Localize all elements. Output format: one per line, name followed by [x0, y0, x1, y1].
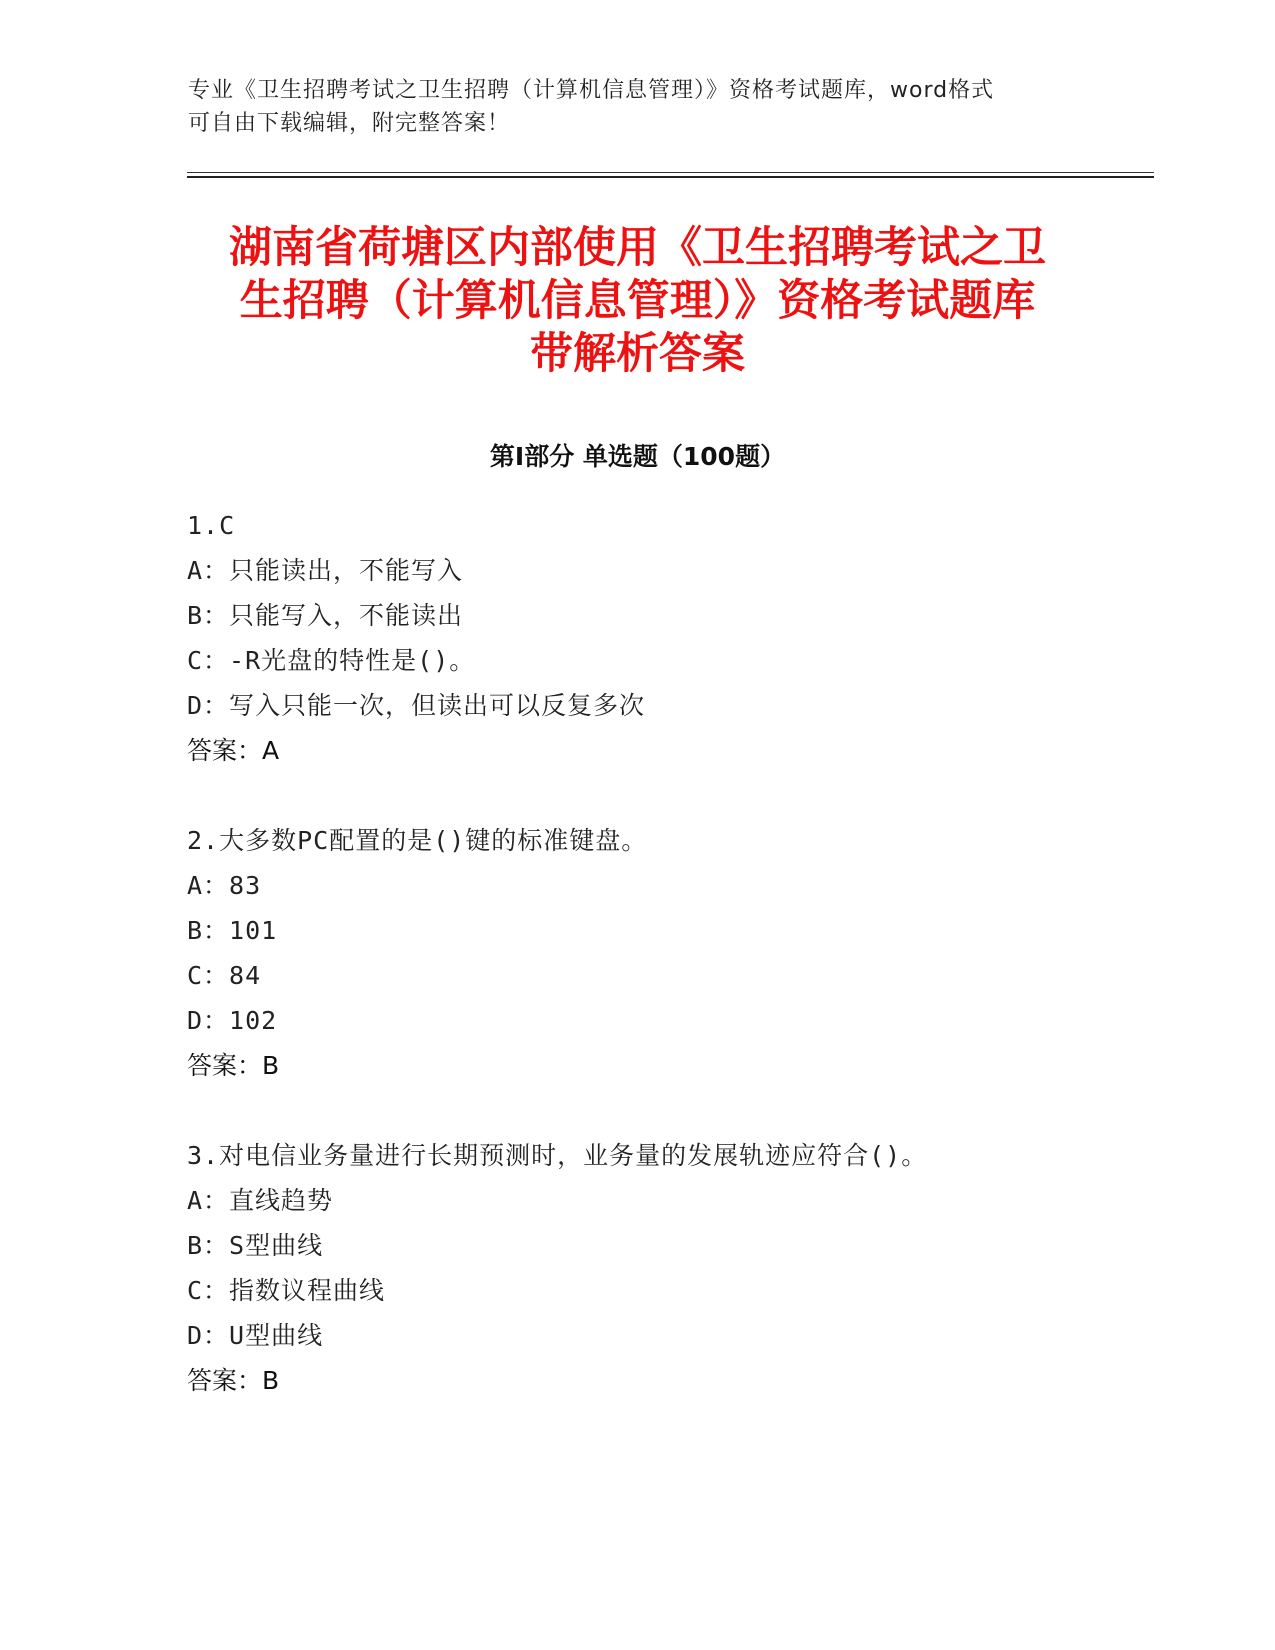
- option-c: C：-R光盘的特性是()。: [187, 646, 476, 675]
- option-d: D：U型曲线: [187, 1321, 324, 1350]
- header-note-line-1: 专业《卫生招聘考试之卫生招聘（计算机信息管理）》资格考试题库，word格式: [188, 78, 995, 103]
- header-divider-thick: [187, 176, 1154, 178]
- header-note-line-2: 可自由下载编辑，附完整答案！: [188, 111, 511, 136]
- document-title: [150, 222, 1125, 381]
- header-divider-thin: [187, 172, 1154, 173]
- question-stem: 1.C: [187, 511, 236, 540]
- option-c: C：84: [187, 961, 262, 990]
- header-note: [188, 74, 1088, 140]
- question-stem: 2.大多数PC配置的是()键的标准键盘。: [187, 826, 648, 855]
- option-b: B：101: [187, 916, 278, 945]
- title-line-2: 生招聘（计算机信息管理）》资格考试题库: [239, 276, 1036, 326]
- title-line-3: 带解析答案: [530, 329, 745, 379]
- answer-line: 答案：A: [187, 736, 280, 765]
- question-block: [187, 503, 1147, 773]
- title-line-1: 湖南省荷塘区内部使用《卫生招聘考试之卫: [229, 223, 1046, 273]
- question-block: [187, 818, 1147, 1088]
- option-b: B：只能写入，不能读出: [187, 601, 464, 630]
- option-c: C：指数议程曲线: [187, 1276, 386, 1305]
- answer-line: 答案：B: [187, 1366, 280, 1395]
- answer-line: 答案：B: [187, 1051, 280, 1080]
- option-a: A：只能读出，不能写入: [187, 556, 464, 585]
- section-heading: 第Ⅰ部分 单选题（100题）: [489, 442, 786, 471]
- question-block: [187, 1133, 1147, 1403]
- option-d: D：写入只能一次，但读出可以反复多次: [187, 691, 646, 720]
- option-b: B：S型曲线: [187, 1231, 324, 1260]
- option-a: A：83: [187, 871, 262, 900]
- option-a: A：直线趋势: [187, 1186, 334, 1215]
- option-d: D：102: [187, 1006, 278, 1035]
- question-stem: 3.对电信业务量进行长期预测时，业务量的发展轨迹应符合()。: [187, 1141, 928, 1170]
